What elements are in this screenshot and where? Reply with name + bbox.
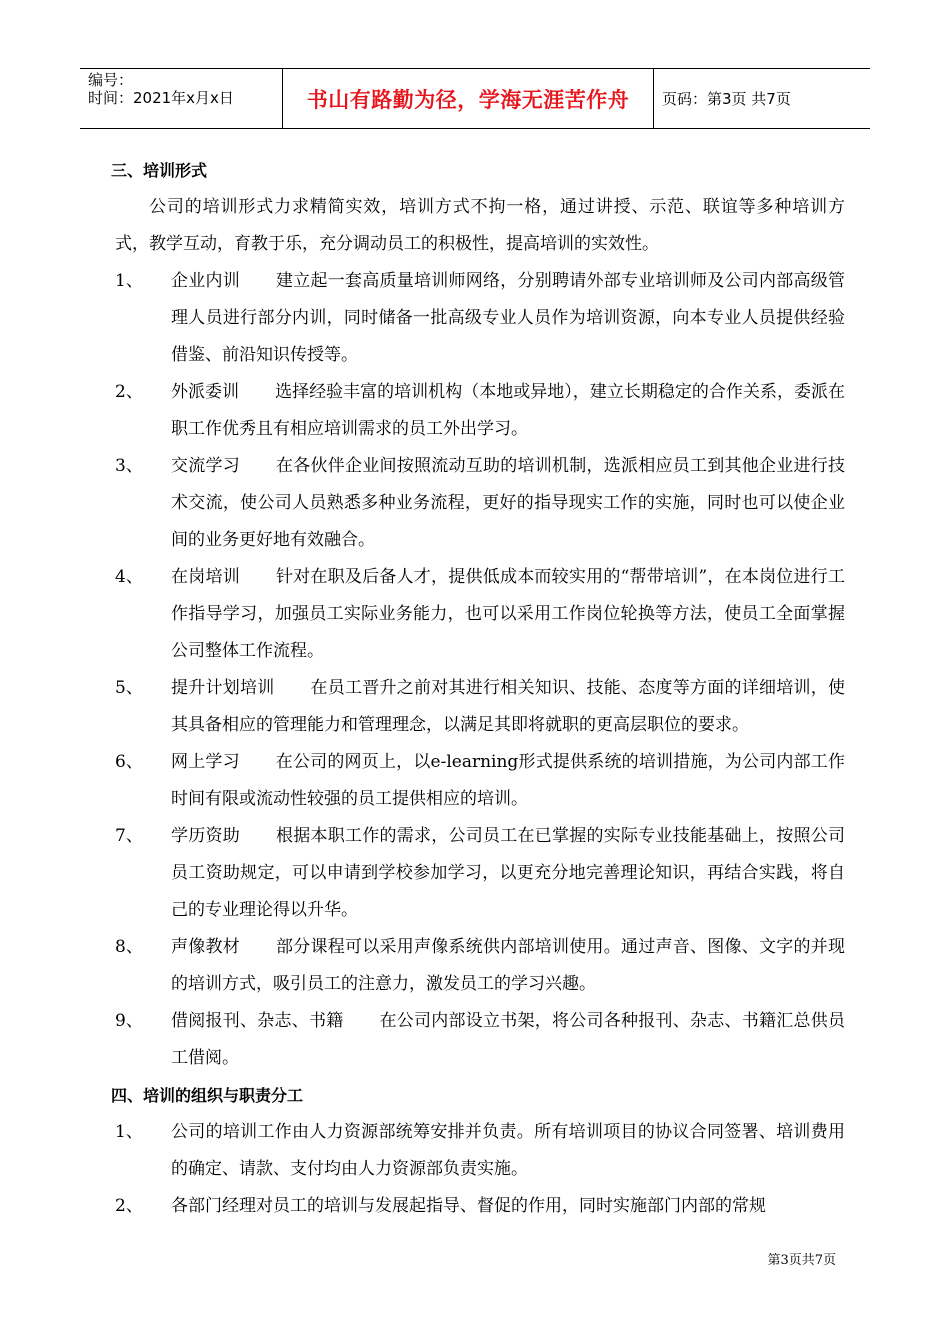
list-item-number: 1、: [115, 1122, 143, 1142]
list-item-body: [171, 818, 845, 929]
document-date-label: 时间：2021年x月x日: [88, 89, 234, 107]
list-item-body: [171, 670, 845, 744]
list-item: [115, 263, 845, 374]
list-item: [115, 818, 845, 929]
list-item-body: [171, 263, 845, 374]
section-title: 三、培训形式: [111, 161, 208, 180]
list-item-body: [171, 374, 845, 448]
section-intro: 公司的培训形式力求精简实效，培训方式不拘一格，通过讲授、示范、联谊等多种培训方式，教学互动，育教于乐，充分调动员工的积极性，提高培训的实效性。: [115, 197, 845, 254]
list-item-body: [171, 744, 845, 818]
list-item-body: [171, 929, 845, 1003]
list-item: [115, 670, 845, 744]
list-item-text: 公司的培训工作由人力资源部统筹安排并负责。所有培训项目的协议合同签署、培训费用的确定、请款、支付均由人力资源部负责实施。: [171, 1122, 845, 1179]
list-item-text: 建立起一套高质量培训师网络，分别聘请外部专业培训师及公司内部高级管理人员进行部分内训，同时储备一批高级专业人员作为培训资源，向本专业人员提供经验借鉴、前沿知识传授等。: [171, 271, 845, 365]
list-item-text: 各部门经理对员工的培训与发展起指导、督促的作用，同时实施部门内部的常规: [171, 1196, 766, 1216]
document-body: [111, 152, 846, 1225]
list-item-body: [171, 448, 845, 559]
list-item-number: 5、: [115, 678, 143, 698]
header-meta: [80, 69, 282, 128]
list-item-title: 交流学习: [171, 456, 240, 476]
list-item: [115, 744, 845, 818]
list-item-number: 2、: [115, 1196, 143, 1216]
list-item-text: 在员工晋升之前对其进行相关知识、技能、态度等方面的详细培训，使其具备相应的管理能力和管理理念，以满足其即将就职的更高层职位的要求。: [171, 678, 845, 735]
list-item-title: 在岗培训: [171, 567, 240, 587]
list-item-body: [171, 559, 845, 670]
page-header: [80, 68, 870, 129]
list-item-title: 借阅报刊、杂志、书籍: [171, 1011, 344, 1031]
list-item-title: 网上学习: [171, 752, 240, 772]
list-item-title: 提升计划培训: [171, 678, 275, 698]
list-item-text: 部分课程可以采用声像系统供内部培训使用。通过声音、图像、文字的并现的培训方式，吸引员工的注意力，激发员工的学习兴趣。: [171, 937, 845, 994]
document-number-label: 编号：: [88, 71, 134, 89]
page-footer: 第3页共7页: [767, 1253, 836, 1268]
list-item-number: 9、: [115, 1011, 143, 1031]
list-item-number: 3、: [115, 456, 143, 476]
list-item-text: 根据本职工作的需求，公司员工在已掌握的实际专业技能基础上，按照公司员工资助规定，可以申请到学校参加学习，以更充分地完善理论知识，再结合实践，将自己的专业理论得以升华。: [171, 826, 845, 920]
list-item-text: 针对在职及后备人才，提供低成本而较实用的“帮带培训”，在本岗位进行工作指导学习，加强员工实际业务能力，也可以采用工作岗位轮换等方法，使员工全面掌握公司整体工作流程。: [171, 567, 845, 661]
list-item-title: 学历资助: [171, 826, 240, 846]
list-item-text: 在公司的网页上，以e-learning形式提供系统的培训措施，为公司内部工作时间有限或流动性较强的员工提供相应的培训。: [171, 752, 846, 809]
list-item-title: 声像教材: [171, 937, 240, 957]
list-item-number: 6、: [115, 752, 143, 772]
list-item-number: 4、: [115, 567, 143, 587]
header-page-number: 页码：第3页 共7页: [662, 90, 791, 108]
list-item-body: [171, 1003, 845, 1077]
section-title: 四、培训的组织与职责分工: [111, 1086, 304, 1105]
list-item: [115, 1003, 845, 1077]
list-item-text: 选择经验丰富的培训机构（本地或异地），建立长期稳定的合作关系，委派在职工作优秀且有相应培训需求的员工外出学习。: [171, 382, 846, 439]
list-item: [115, 448, 845, 559]
list-item: [115, 1188, 845, 1225]
list-item: [115, 559, 845, 670]
list-item-text: 在各伙伴企业间按照流动互助的培训机制，选派相应员工到其他企业进行技术交流，使公司人员熟悉多种业务流程，更好的指导现实工作的实施，同时也可以使企业间的业务更好地有效融合。: [171, 456, 845, 550]
list-item-title: 外派委训: [171, 382, 240, 402]
list-item-number: 7、: [115, 826, 143, 846]
header-motto: 书山有路勤为径，学海无涯苦作舟: [282, 69, 654, 128]
list-item-number: 8、: [115, 937, 143, 957]
list-item-number: 2、: [115, 382, 143, 402]
list-item-number: 1、: [115, 271, 143, 291]
list-item: [115, 374, 845, 448]
list-item-text: 在公司内部设立书架，将公司各种报刊、杂志、书籍汇总供员工借阅。: [171, 1011, 845, 1068]
list-item-title: 企业内训: [171, 271, 240, 291]
list-item: [115, 1114, 845, 1188]
list-item: [115, 929, 845, 1003]
